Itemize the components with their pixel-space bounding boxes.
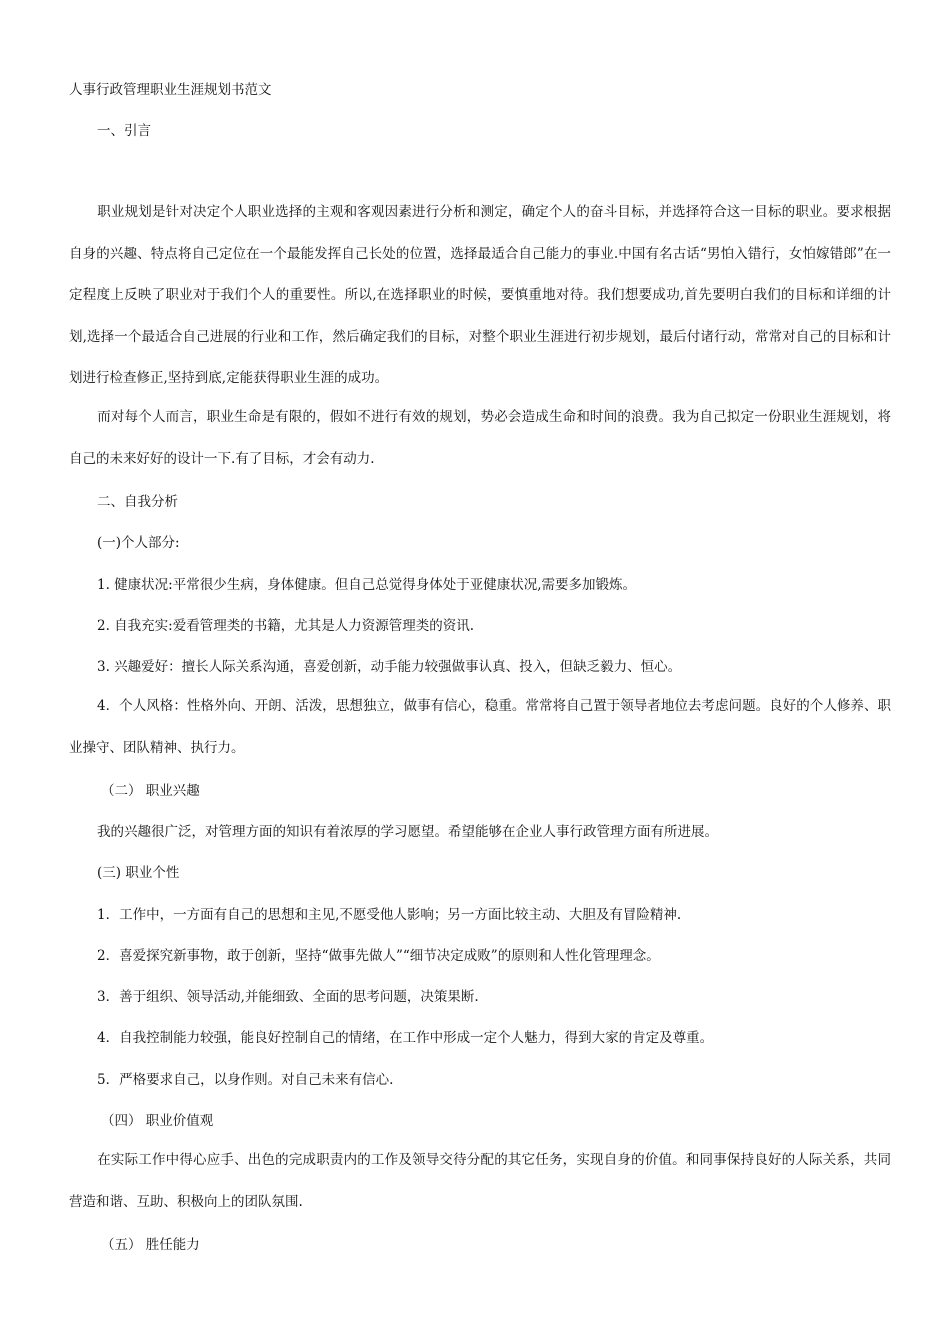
heading-career-personality: (三) 职业个性	[97, 865, 180, 881]
personal-item-1: 1. 健康状况:平常很少生病，身体健康。但自己总觉得身体处于亚健康状况,需要多加锻炼。	[97, 577, 637, 593]
paragraph-intro-2-text: 而对每个人而言，职业生命是有限的，假如不进行有效的规划，势必会造成生命和时间的浪费。我为自己拟定一份职业生涯规划，将自己的未来好好的设计一下.有了目标，才会有动力.	[69, 409, 891, 467]
paragraph-intro-1	[69, 192, 891, 400]
heading-intro: 一、引言	[97, 123, 151, 139]
personality-item-4: 4．自我控制能力较强，能良好控制自己的情绪，在工作中形成一定个人魅力，得到大家的肯定及尊重。	[97, 1030, 714, 1046]
heading-career-values: （四） 职业价值观	[101, 1113, 214, 1129]
personal-item-4	[69, 686, 891, 769]
career-values-text-body: 在实际工作中得心应手、出色的完成职责内的工作及领导交待分配的其它任务，实现自身的价值。和同事保持良好的人际关系，共同营造和谐、互助、积极向上的团队氛围.	[69, 1152, 891, 1210]
heading-personal: (一)个人部分:	[97, 535, 180, 551]
heading-self-analysis: 二、自我分析	[97, 494, 178, 510]
personality-item-1: 1．工作中，一方面有自己的思想和主见,不愿受他人影响；另一方面比较主动、大胆及有冒险精神.	[97, 907, 682, 923]
career-interest-text: 我的兴趣很广泛，对管理方面的知识有着浓厚的学习愿望。希望能够在企业人事行政管理方面有所进展。	[97, 824, 718, 840]
paragraph-intro-2	[69, 397, 891, 480]
heading-competence: （五） 胜任能力	[101, 1237, 200, 1253]
personal-item-4-text: 4．个人风格：性格外向、开朗、活泼，思想独立，做事有信心，稳重。常常将自己置于领导者地位去考虑问题。良好的个人修养、职业操守、团队精神、执行力。	[69, 698, 891, 756]
personality-item-3: 3．善于组织、领导活动,并能细致、全面的思考问题，决策果断.	[97, 989, 479, 1005]
career-values-text	[69, 1140, 891, 1223]
personal-item-3: 3. 兴趣爱好：擅长人际关系沟通，喜爱创新，动手能力较强做事认真、投入，但缺乏毅力、恒心。	[97, 659, 682, 675]
personal-item-2: 2. 自我充实:爱看管理类的书籍，尤其是人力资源管理类的资讯.	[97, 618, 475, 634]
document-title: 人事行政管理职业生涯规划书范文	[69, 82, 272, 98]
personality-item-2: 2．喜爱探究新事物，敢于创新，坚持“做事先做人”“细节决定成败”的原则和人性化管理理念。	[97, 948, 660, 964]
heading-career-interest: （二） 职业兴趣	[101, 783, 200, 799]
personality-item-5: 5．严格要求自己，以身作则。对自己未来有信心.	[97, 1072, 394, 1088]
paragraph-intro-1-text: 职业规划是针对决定个人职业选择的主观和客观因素进行分析和测定，确定个人的奋斗目标，并选择符合这一目标的职业。要求根据自身的兴趣、特点将自己定位在一个最能发挥自己长处的位置，选择最适合自己能力的事业.中国有名古话“男怕入错行，女怕嫁错郎”在一定程度上反映了职业对于我们个人的重要性。所以,在选择职业的时候，要慎重地对待。我们想要成功,首先要明白我们的目标和详细的计划,选择一个最适合自己进展的行业和工作，然后确定我们的目标，对整个职业生涯进行初步规划，最后付诸行动，常常对自己的目标和计划进行检查修正,坚持到底,定能获得职业生涯的成功。	[69, 204, 891, 386]
